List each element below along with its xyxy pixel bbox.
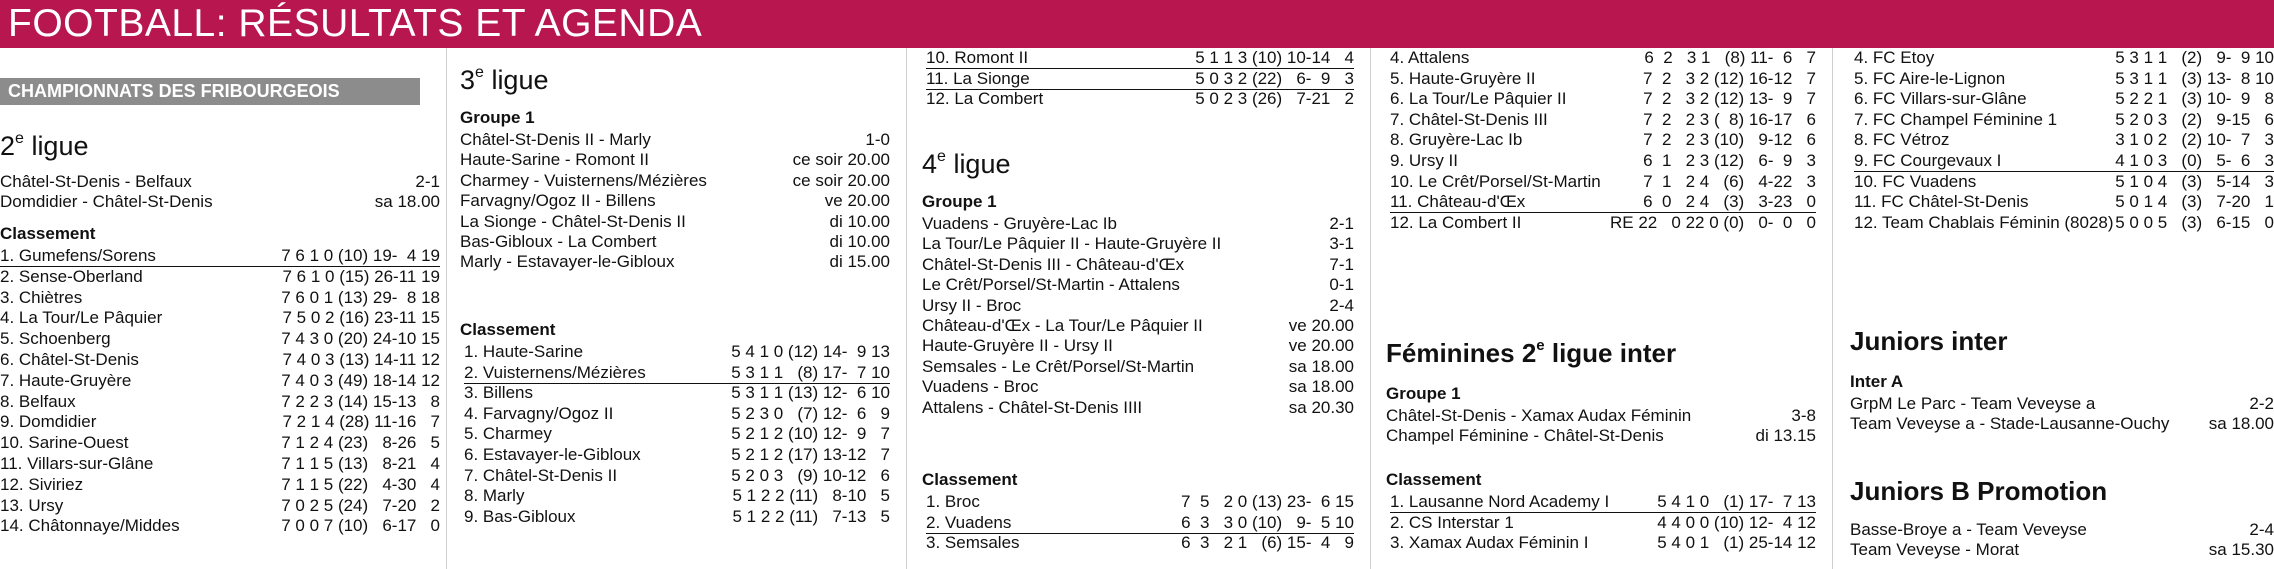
team-name: 8. Marly [464,486,525,506]
team-name: 3. Billens [464,383,533,403]
team-stats: 7 6 1 0 (15) 26-11 19 [282,266,440,286]
match-teams: Attalens - Châtel-St-Denis IIII [922,397,1143,417]
match-teams: Semsales - Le Crêt/Porsel/St-Martin [922,356,1195,376]
table-row [0,308,440,328]
table-row [464,507,890,527]
team-stats: 7 6 0 1 (13) 29- 8 18 [281,287,440,307]
table-row [0,288,440,308]
column-divider [1832,48,1833,569]
team-name: 5. Charmey [464,424,552,444]
match-result: 3-8 [1791,406,1816,425]
match-teams: Farvagny/Ogoz II - Billens [460,191,656,211]
team-name: 12. Siviriez [0,474,84,494]
match-result: sa 18.00 [1288,377,1354,397]
table-row [0,412,440,432]
team-name: 7. Châtel-St-Denis II [464,465,618,485]
team-stats: 5 1 1 3 (10) 10-14 4 [1195,48,1354,67]
team-name: 6. FC Villars-sur-Glâne [1854,89,2027,109]
column-divider [446,48,447,569]
table-row [1854,89,2274,109]
table-row [0,371,440,391]
team-stats: 5 3 1 1 (8) 17- 7 10 [731,362,890,382]
match-row [922,357,1354,377]
team-stats: 7 1 2 4 (6) 4-22 3 [1643,171,1816,191]
match-teams: Vuadens - Gruyère-Lac Ib [922,214,1117,233]
table-row [1390,110,1816,130]
match-row [460,212,890,232]
table-row [0,267,440,287]
team-name: 14. Châtonnaye/Middes [0,516,180,536]
table-row [0,392,440,412]
match-teams: Ursy II - Broc [922,295,1022,315]
table-row [1854,192,2274,212]
team-name: 6. Châtel-St-Denis [0,350,139,369]
match-row [1850,414,2274,434]
match-result: sa 15.30 [2208,540,2274,560]
team-name: 8. Belfaux [0,391,76,411]
team-name: 6. La Tour/Le Pâquier II [1390,89,1567,109]
column-ligue2 [0,48,440,569]
table-row [1854,69,2274,89]
table-row [1390,492,1816,513]
table-row [464,466,890,486]
team-name: 7. FC Champel Féminine 1 [1854,109,2058,129]
team-name: 7. Haute-Gruyère [0,370,132,390]
team-stats: 5 4 1 0 (12) 14- 9 13 [731,342,890,361]
match-teams: Marly - Estavayer-le-Gibloux [460,252,675,272]
match-teams: GrpM Le Parc - Team Veveyse a [1850,394,2096,413]
table-row [1390,533,1816,553]
team-stats: 6 3 3 0 (10) 9- 5 10 [1181,512,1354,532]
table-row [1854,172,2274,192]
team-stats: 6 0 2 4 (3) 3-23 0 [1643,192,1816,212]
column-feminines-cont-juniors [1850,48,2274,569]
team-name: 1. Gumefens/Sorens [0,246,156,265]
table-row [1390,48,1816,68]
page-title: FOOTBALL: RÉSULTATS ET AGENDA [8,2,703,45]
team-stats: 5 1 2 2 (11) 7-13 5 [732,506,890,526]
match-result: di 10.00 [829,232,890,251]
match-teams: Bas-Gibloux - La Combert [460,232,657,251]
table-row [0,433,440,453]
table-row [1390,513,1816,533]
team-stats: RE 22 0 22 0 (0) 0- 0 0 [1610,212,1816,232]
column-ligue3 [460,48,890,569]
team-name: 10. Sarine-Ouest [0,433,129,453]
match-row [922,275,1354,295]
match-row [922,398,1354,418]
team-stats: 5 3 1 1 (13) 12- 6 10 [731,383,890,403]
team-stats: 5 0 2 3 (26) 7-21 2 [1195,89,1354,109]
table-row [926,89,1354,109]
table-row [1390,69,1816,89]
team-name: 3. Semsales [926,533,1020,553]
table-row [1390,151,1816,171]
match-result: ce soir 20.00 [792,170,890,190]
team-stats: 7 0 0 7 (10) 6-17 0 [281,516,440,536]
table-row [926,533,1354,553]
team-stats: 7 4 0 3 (49) 18-14 12 [281,370,440,390]
team-stats: 7 2 1 4 (28) 11-16 7 [282,412,440,432]
team-stats: 5 3 1 1 (2) 9- 9 10 [2115,48,2274,67]
team-stats: 5 2 1 2 (17) 13-12 7 [731,445,890,464]
team-stats: 3 1 0 2 (2) 10- 7 3 [2115,130,2274,150]
team-stats: 7 5 2 0 (13) 23- 6 15 [1181,492,1354,511]
match-result: 1-0 [865,130,890,149]
match-row [1386,426,1816,446]
team-name: 12. Team Chablais Féminin (8028) [1854,212,2114,232]
team-name: 11. Villars-sur-Glâne [0,454,154,473]
team-stats: 4 4 0 0 (10) 12- 4 12 [1657,512,1816,532]
match-result: 3-1 [1329,234,1354,254]
table-row [1390,172,1816,192]
match-row [1850,394,2274,414]
team-stats: 7 0 2 5 (24) 7-20 2 [281,495,440,515]
match-result: 7-1 [1329,254,1354,274]
team-stats: 5 2 0 3 (2) 9-15 6 [2115,109,2274,129]
match-result: 2-1 [1329,214,1354,233]
team-name: 8. Gruyère-Lac Ib [1390,130,1523,150]
table-row [926,69,1354,90]
team-name: 13. Ursy [0,495,64,515]
match-row [1850,540,2274,560]
match-teams: Champel Féminine - Châtel-St-Denis [1386,426,1664,446]
table-row [1390,89,1816,109]
match-row [460,232,890,252]
match-result: di 13.15 [1755,426,1816,446]
match-row [1386,406,1816,426]
team-stats: 7 2 2 3 ( 8) 16-17 6 [1643,109,1816,129]
match-result: ve 20.00 [824,191,890,211]
match-teams: Châtel-St-Denis III - Château-d'Œx [922,254,1185,274]
ligue4-title: 4e ligue [922,148,1011,179]
team-name: 1. Haute-Sarine [464,342,584,361]
team-name: 7. Châtel-St-Denis III [1390,109,1548,129]
banner [0,0,2274,48]
table-row [1854,110,2274,130]
match-teams: Vuadens - Broc [922,377,1039,397]
match-result: sa 18.00 [374,192,440,211]
table-row [926,48,1354,69]
ligue4-group-label: Groupe 1 [922,192,997,211]
match-result: sa 18.00 [2208,414,2274,434]
match-teams: Châtel-St-Denis - Xamax Audax Féminin [1386,406,1692,425]
table-row [0,475,440,495]
match-row [460,130,890,150]
team-stats: 5 4 0 1 (1) 25-14 12 [1657,533,1816,553]
team-stats: 7 2 2 3 (10) 9-12 6 [1643,130,1816,150]
ligue3-title: 3e ligue [460,64,549,95]
team-stats: 5 4 1 0 (1) 17- 7 13 [1657,492,1816,511]
match-row [1850,520,2274,540]
team-name: 12. La Combert II [1390,212,1522,232]
match-row [460,150,890,170]
team-name: 11. La Sionge [926,68,1030,88]
team-name: 2. CS Interstar 1 [1390,512,1514,532]
juniors-inter-group-label: Inter A [1850,372,1904,391]
match-row [922,296,1354,316]
team-name: 9. Bas-Gibloux [464,506,576,526]
team-stats: 7 1 1 5 (13) 8-21 4 [281,454,440,473]
team-stats: 6 2 3 1 (8) 11- 6 7 [1644,48,1816,67]
table-row [1390,130,1816,150]
table-row [926,492,1354,512]
table-row [464,404,890,424]
match-result: ve 20.00 [1288,336,1354,356]
table-row [464,342,890,362]
table-row [0,350,440,370]
team-name: 3. Chiètres [0,287,83,307]
column-divider [1370,48,1371,569]
match-result: 2-4 [2249,520,2274,539]
team-stats: 5 2 3 0 (7) 12- 6 9 [731,403,890,423]
team-name: 12. La Combert [926,89,1044,109]
table-row [0,246,440,267]
ligue3-standings-label: Classement [460,320,556,339]
match-row [0,172,440,192]
match-result: di 15.00 [829,252,890,272]
match-row [460,171,890,191]
team-name: 8. FC Vétroz [1854,130,1950,150]
match-teams: Charmey - Vuisternens/Mézières [460,170,707,190]
team-name: 4. La Tour/Le Pâquier [0,308,163,328]
match-teams: La Tour/Le Pâquier II - Haute-Gruyère II [922,234,1222,254]
team-name: 4. FC Etoy [1854,48,1935,67]
team-stats: 5 3 1 1 (3) 13- 8 10 [2115,68,2274,88]
match-teams: Basse-Broye a - Team Veveyse [1850,520,2087,539]
team-name: 4. Attalens [1390,48,1470,67]
match-teams: Châtel-St-Denis - Belfaux [0,172,192,191]
team-stats: 7 2 3 2 (12) 16-12 7 [1643,68,1816,88]
table-row [464,363,890,384]
match-result: 2-2 [2249,394,2274,413]
team-stats: 7 2 2 3 (14) 15-13 8 [281,391,440,411]
match-row [922,377,1354,397]
match-result: 2-1 [415,172,440,191]
match-result: ve 20.00 [1288,316,1354,335]
team-stats: 5 1 2 2 (11) 8-10 5 [732,486,890,506]
team-stats: 5 1 0 4 (3) 5-14 3 [2115,171,2274,191]
match-teams: Team Veveyse - Morat [1850,540,2020,560]
team-name: 1. Broc [926,492,980,511]
team-name: 2. Vuisternens/Mézières [464,362,646,382]
table-row [1390,192,1816,213]
match-teams: Châtel-St-Denis II - Marly [460,130,651,149]
table-row [1390,213,1816,233]
team-stats: 7 1 2 4 (23) 8-26 5 [281,433,440,453]
table-row [0,454,440,474]
team-name: 10. Le Crêt/Porsel/St-Martin [1390,171,1601,191]
team-stats: 5 0 3 2 (22) 6- 9 3 [1195,68,1354,88]
match-row [922,336,1354,356]
team-name: 3. Xamax Audax Féminin I [1390,533,1589,553]
team-name: 1. Lausanne Nord Academy I [1390,492,1610,511]
match-row [922,234,1354,254]
ligue3-group-label: Groupe 1 [460,108,535,127]
table-row [464,383,890,403]
team-name: 9. FC Courgevaux I [1854,151,2002,170]
team-stats: 7 5 0 2 (16) 23-11 15 [282,308,440,328]
column-ligue4-cont-feminines [1386,48,1816,569]
feminines-standings-label: Classement [1386,470,1482,489]
championship-label: CHAMPIONNATS DES FRIBOURGEOIS [0,78,420,105]
match-teams: Team Veveyse a - Stade-Lausanne-Ouchy [1850,414,2170,434]
ligue2-standings-label: Classement [0,224,96,243]
table-row [464,445,890,465]
match-teams: Haute-Gruyère II - Ursy II [922,336,1113,356]
team-name: 9. Domdidier [0,412,97,432]
team-name: 9. Ursy II [1390,151,1459,170]
team-stats: 7 1 1 5 (22) 4-30 4 [281,474,440,494]
team-stats: 5 2 1 2 (10) 12- 9 7 [731,424,890,444]
team-stats: 7 6 1 0 (10) 19- 4 19 [281,246,440,265]
table-row [1854,130,2274,150]
team-name: 2. Sense-Oberland [0,266,143,286]
team-name: 10. Romont II [926,48,1029,67]
match-teams: Domdidier - Châtel-St-Denis [0,192,213,211]
team-name: 10. FC Vuadens [1854,171,1977,191]
table-row [464,424,890,444]
ligue4-standings-label: Classement [922,470,1018,489]
match-result: di 10.00 [829,211,890,231]
team-name: 2. Vuadens [926,512,1012,532]
team-stats: 5 0 0 5 (3) 6-15 0 [2115,212,2274,232]
feminines-group-label: Groupe 1 [1386,384,1461,403]
team-stats: 6 3 2 1 (6) 15- 4 9 [1181,533,1354,553]
team-name: 6. Estavayer-le-Gibloux [464,445,641,464]
match-result: sa 18.00 [1288,356,1354,376]
match-result: 0-1 [1329,275,1354,295]
team-stats: 7 2 3 2 (12) 13- 9 7 [1643,89,1816,109]
match-row [922,255,1354,275]
team-name: 5. Haute-Gruyère II [1390,68,1536,88]
match-row [460,191,890,211]
team-stats: 5 0 1 4 (3) 7-20 1 [2115,192,2274,212]
team-name: 5. FC Aire-le-Lignon [1854,68,2006,88]
team-stats: 7 4 0 3 (13) 14-11 12 [282,350,440,369]
match-teams: Haute-Sarine - Romont II [460,150,649,170]
team-name: 11. Château-d'Œx [1390,192,1526,212]
match-row [460,252,890,272]
table-row [926,513,1354,534]
match-teams: Château-d'Œx - La Tour/Le Pâquier II [922,316,1203,335]
table-row [0,329,440,349]
match-row [922,214,1354,234]
table-row [1854,151,2274,172]
column-divider [906,48,907,569]
table-row [464,486,890,506]
match-row [922,316,1354,336]
juniors-inter-title: Juniors inter [1850,326,2008,356]
match-result: ce soir 20.00 [792,150,890,170]
team-stats: 5 2 0 3 (9) 10-12 6 [731,465,890,485]
team-stats: 6 1 2 3 (12) 6- 9 3 [1643,151,1816,170]
juniors-b-title: Juniors B Promotion [1850,476,2108,506]
match-result: 2-4 [1329,295,1354,315]
team-stats: 7 4 3 0 (20) 24-10 15 [281,329,440,349]
match-teams: Le Crêt/Porsel/St-Martin - Attalens [922,275,1180,295]
table-row [1854,48,2274,68]
column-ligue3-cont-ligue4 [922,48,1354,569]
team-name: 11. FC Châtel-St-Denis [1854,192,2029,212]
team-stats: 5 2 2 1 (3) 10- 9 8 [2115,89,2274,109]
table-row [0,496,440,516]
team-stats: 4 1 0 3 (0) 5- 6 3 [2115,151,2274,170]
feminines-title: Féminines 2e ligue inter [1386,337,1677,368]
ligue2-title: 2e ligue [0,130,89,161]
table-row [0,516,440,536]
match-row [0,192,440,212]
match-teams: La Sionge - Châtel-St-Denis II [460,211,686,231]
team-name: 4. Farvagny/Ogoz II [464,403,614,423]
team-name: 5. Schoenberg [0,329,111,349]
table-row [1854,213,2274,233]
match-result: sa 20.30 [1288,397,1354,417]
